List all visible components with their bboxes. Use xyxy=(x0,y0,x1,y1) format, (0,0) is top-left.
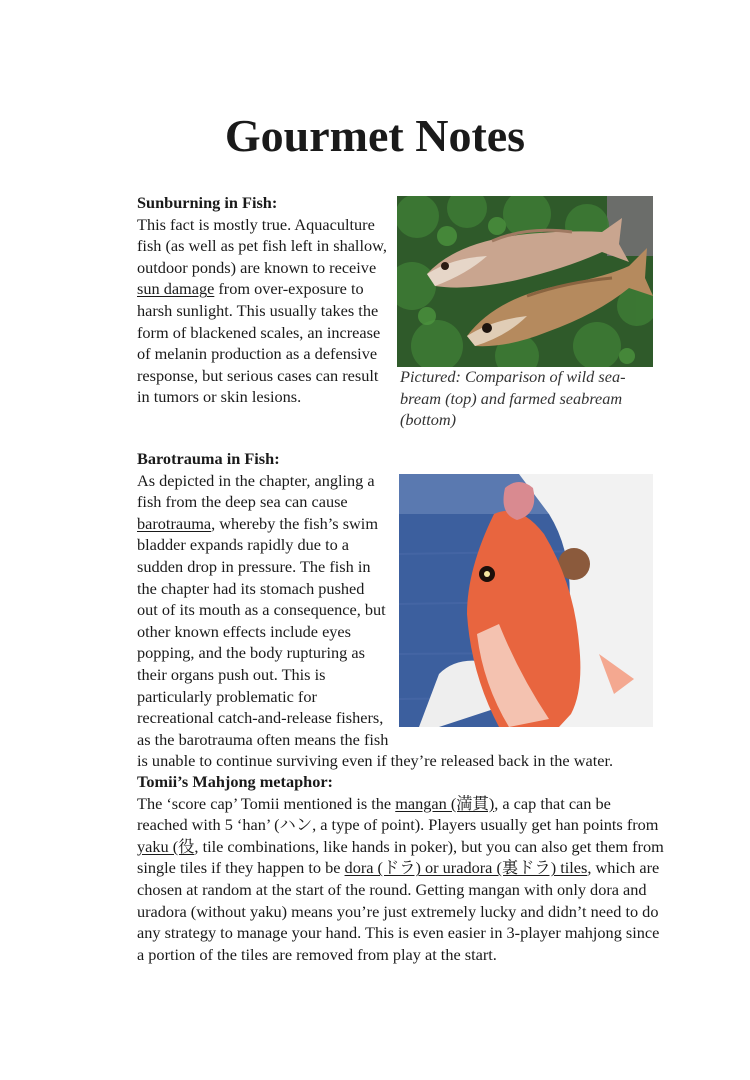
sunburn-paragraph xyxy=(137,214,395,408)
barotrauma-text-before: As depicted in the chapter, angling a fish from the deep sea can cause xyxy=(137,470,375,512)
page-title: Gourmet Notes xyxy=(224,110,526,161)
barotrauma-text-after: , whereby the fish’s swim bladder expands rapidly due to a sudden drop in pressure. The fish in the chapter had its stomach pushed out of its mouth as a consequence, but other known effects include eyes popping, and the body rupturing as their organs push out. This is particularly problematic for recreational catch-and-release fishers, as the barotrauma often means the fish is unable to continue surviving even if they’re released back in the water. xyxy=(137,513,614,771)
mahjong-text-1: The ‘score cap’ Tomii mentioned is the xyxy=(137,793,396,813)
sun-damage-link[interactable]: sun damage xyxy=(137,279,215,299)
seabream-photo xyxy=(397,196,653,367)
sunburn-section xyxy=(137,192,395,408)
yaku-link[interactable]: yaku (役 xyxy=(137,836,195,856)
barotrauma-heading: Barotrauma in Fish: xyxy=(137,449,280,468)
sunburn-text-before: This fact is mostly true. Aquaculture fish (as well as pet fish left in shallow, outdoor ponds) are known to receive xyxy=(137,214,387,277)
seabream-caption: Pictured: Comparison of wild sea-bream (top) and farmed seabream (bottom) xyxy=(400,367,626,430)
red-snapper-photo xyxy=(399,474,653,727)
mahjong-text-4: , which are chosen at random at the start of the round. Getting mangan with only dora and uradora (without yaku) means you’re just extremely lucky and didn’t need to do any strategy to manage your hand. This is even easier in 3-player mahjong since a portion of the tiles are removed from play at the start. xyxy=(137,858,660,964)
barotrauma-link[interactable]: barotrauma xyxy=(137,513,212,533)
mahjong-text-2: , a cap that can be reached with 5 ‘han’ (ハン, a type of point). Players usually get han points from xyxy=(137,793,659,835)
sunburn-heading: Sunburning in Fish: xyxy=(137,193,278,212)
dora-link[interactable]: dora (ドラ) or uradora (裏ドラ) tiles xyxy=(344,858,588,878)
mahjong-section xyxy=(137,771,665,965)
sunburn-text-after: from over-exposure to harsh sunlight. This usually takes the form of blackened scales, an increase of melanin production as a defensive response, but serious cases can result in tumors or skin lesions. xyxy=(137,279,381,407)
barotrauma-section xyxy=(137,448,657,772)
mahjong-paragraph xyxy=(137,793,665,966)
mahjong-text-3: , tile combinations, like hands in poker), but you can also get them from single tiles if they happen to be xyxy=(137,836,664,878)
mangan-link[interactable]: mangan (満貫) xyxy=(395,793,495,813)
mahjong-heading: Tomii’s Mahjong metaphor: xyxy=(137,772,333,791)
